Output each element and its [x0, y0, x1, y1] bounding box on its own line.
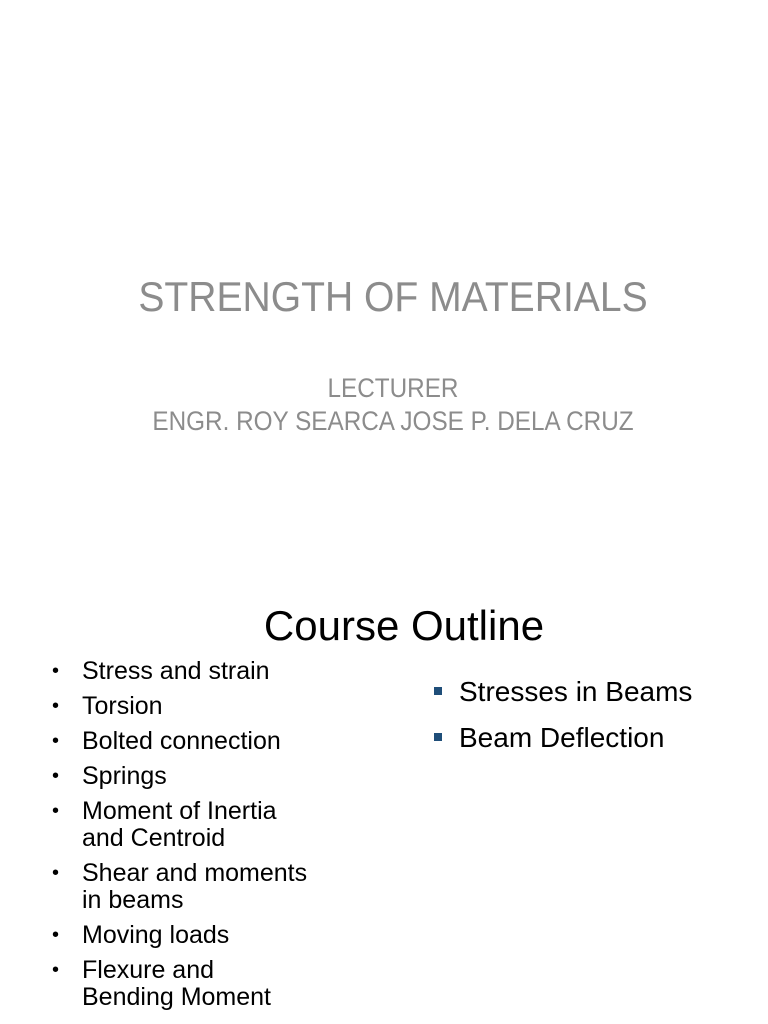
list-item: • Stress and strain	[52, 657, 270, 685]
list-item: • Flexure and Bending Moment	[52, 956, 272, 1011]
lecturer-name: ENGR. ROY SEARCA JOSE P. DELA CRUZ	[152, 406, 634, 436]
course-outline-slide	[0, 576, 768, 1024]
list-item: • Moving loads	[52, 921, 230, 949]
bullet-icon: •	[52, 660, 60, 682]
list-item: • Torsion	[52, 692, 163, 720]
list-item: • Shear and moments in beams	[52, 859, 308, 914]
square-bullet-icon	[434, 687, 442, 695]
list-item: • Moment of Inertia and Centroid	[52, 797, 277, 852]
list-item: Stresses in Beams	[432, 676, 752, 708]
bullet-icon: •	[52, 695, 60, 717]
square-bullet-icon	[434, 733, 442, 741]
bullet-icon: •	[52, 765, 60, 787]
bullet-icon: •	[52, 959, 60, 981]
bullet-icon: •	[52, 924, 60, 946]
bullet-icon: •	[52, 730, 60, 752]
bullet-icon: •	[52, 800, 60, 822]
course-outline-title: Course Outline	[263, 602, 545, 649]
list-item: Beam Deflection	[432, 722, 752, 754]
bullet-icon: •	[52, 862, 60, 884]
lecturer-block	[39, 372, 746, 438]
lecturer-role: LECTURER	[327, 373, 459, 403]
list-item: • Springs	[52, 762, 167, 790]
list-item: • Bolted connection	[52, 727, 281, 755]
right-outline-list	[432, 676, 752, 768]
slide-title: STRENGTH OF MATERIALS	[138, 273, 648, 320]
left-outline-list	[52, 658, 352, 1019]
